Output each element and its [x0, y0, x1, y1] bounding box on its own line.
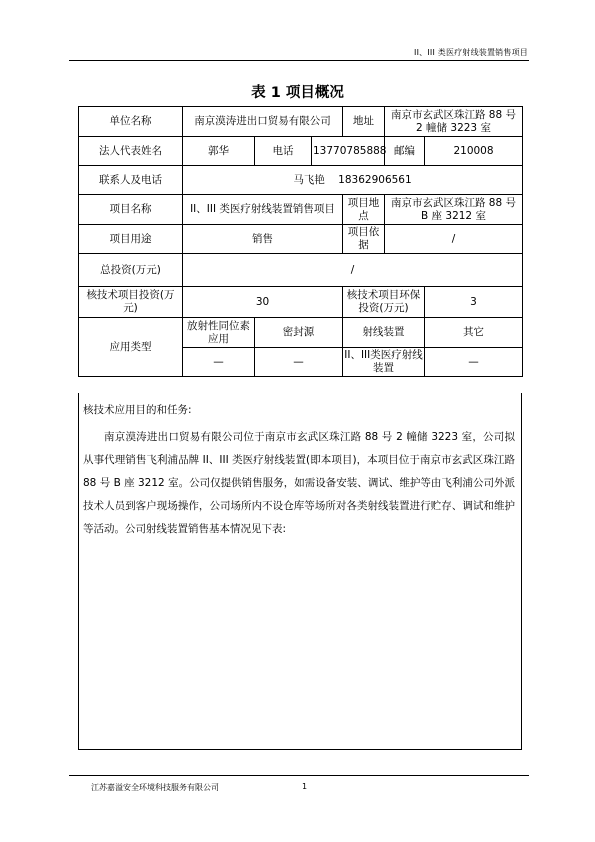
table-row [79, 107, 523, 137]
project-name: II、III 类医疗射线装置销售项目 [183, 195, 343, 225]
section-body: 南京漠涛进出口贸易有限公司位于南京市玄武区珠江路 88 号 2 幢储 3223 室，公司拟从事代理销售飞利浦品牌 II、III 类医疗射线装置(即本项目)，本项目位于南京市玄武区珠江路 88 号 B 座 3212 室。公司仅提供销售服务，如需设备安装、调试、维护等由飞利浦公司外派技术人员到客户现场操作，公司场所内不设仓库等场所对各类射线装置进行贮存、调试和维护等活动。公司射线装置销售基本情况见下表: [83, 431, 515, 535]
val-sealed-source: — [255, 348, 343, 377]
col-ray-device: 射线装置 [343, 318, 425, 348]
table-row [79, 225, 523, 254]
page-number: 1 [302, 782, 308, 791]
address-label: 地址 [343, 107, 385, 137]
running-header: II、III 类医疗射线装置销售项目 [414, 48, 528, 57]
phone: 13770785888 [312, 137, 385, 166]
footer-rule [69, 775, 529, 776]
project-site-label: 项目地点 [343, 195, 385, 225]
env-invest: 3 [425, 287, 523, 318]
nuc-invest: 30 [183, 287, 343, 318]
table-row [79, 287, 523, 318]
app-type-label: 应用类型 [79, 318, 183, 377]
table-row [79, 166, 523, 195]
legal-rep-label: 法人代表姓名 [79, 137, 183, 166]
project-site: 南京市玄武区珠江路 88 号 B 座 3212 室 [385, 195, 523, 225]
basis-label: 项目依据 [343, 225, 385, 254]
phone-label: 电话 [255, 137, 312, 166]
val-radio-isotope: — [183, 348, 255, 377]
postcode: 210008 [425, 137, 523, 166]
table-row [79, 318, 523, 348]
table-row [79, 195, 523, 225]
footer-company: 江苏嘉溢安全环境科技服务有限公司 [91, 783, 219, 792]
unit-name: 南京漠涛进出口贸易有限公司 [183, 107, 343, 137]
contact: 马飞艳 18362906561 [183, 166, 523, 195]
unit-name-label: 单位名称 [79, 107, 183, 137]
contact-label: 联系人及电话 [79, 166, 183, 195]
table-row [79, 137, 523, 166]
project-name-label: 项目名称 [79, 195, 183, 225]
val-other: — [425, 348, 523, 377]
total-invest-label: 总投资(万元) [79, 254, 183, 287]
section-title: 核技术应用目的和任务: [83, 404, 192, 416]
header-rule [69, 60, 529, 61]
address: 南京市玄武区珠江路 88 号 2 幢储 3223 室 [385, 107, 523, 137]
col-other: 其它 [425, 318, 523, 348]
postcode-label: 邮编 [385, 137, 425, 166]
purpose-label: 项目用途 [79, 225, 183, 254]
col-sealed-source: 密封源 [255, 318, 343, 348]
legal-rep: 郭华 [183, 137, 255, 166]
env-invest-label: 核技术项目环保投资(万元) [343, 287, 425, 318]
purpose: 销售 [183, 225, 343, 254]
purpose-section [78, 393, 522, 750]
table-row [79, 254, 523, 287]
nuc-invest-label: 核技术项目投资(万元) [79, 287, 183, 318]
val-ray-device: II、III类医疗射线装置 [343, 348, 425, 377]
page-title: 表 1 项目概况 [251, 85, 344, 101]
col-radio-isotope: 放射性同位素应用 [183, 318, 255, 348]
basis: / [385, 225, 523, 254]
project-overview-table [78, 106, 523, 377]
total-invest: / [183, 254, 523, 287]
